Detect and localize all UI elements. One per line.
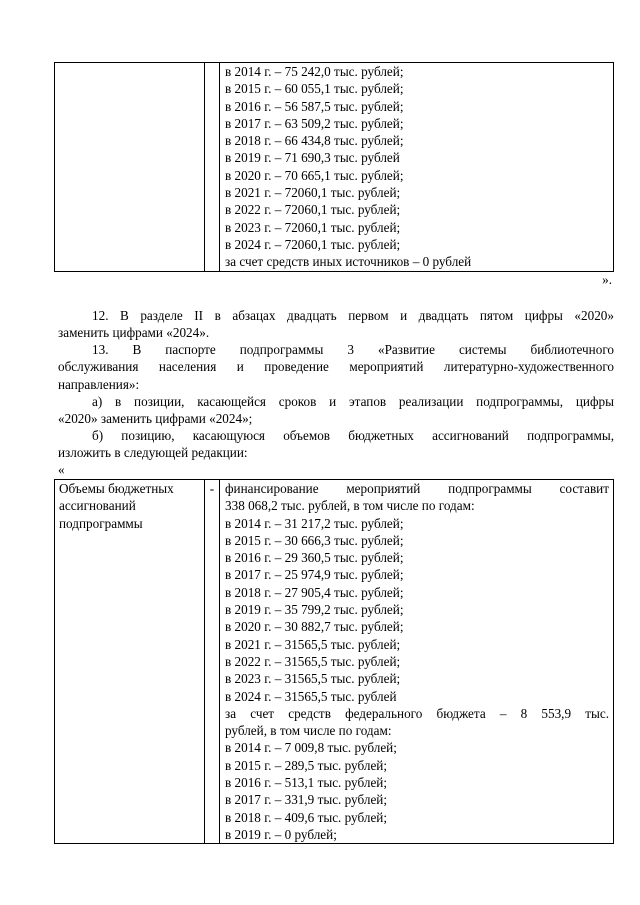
year-amount-line: в 2021 г. – 72060,1 тыс. рублей;: [225, 185, 401, 201]
paragraph-13-line-2: обслуживания населения и проведение мероприятий литературно-художественного: [58, 359, 614, 375]
paragraph-12-line-2: заменить цифрами «2024».: [58, 325, 210, 341]
year-amount-line: в 2017 г. – 25 974,9 тыс. рублей;: [225, 567, 404, 583]
item-b-line-1: б) позицию, касающуюся объемов бюджетных ассигнований подпрограммы,: [92, 428, 614, 443]
year-amount-line: в 2023 г. – 72060,1 тыс. рублей;: [225, 219, 401, 235]
table-cell-label: [55, 63, 205, 272]
year-amount-line: в 2020 г. – 30 882,7 тыс. рублей;: [225, 619, 404, 635]
federal-line-1: за счет средств федерального бюджета – 8 553,9 тыс.: [225, 705, 609, 721]
year-amount-line: в 2015 г. – 289,5 тыс. рублей;: [225, 757, 388, 773]
item-a-line-2: «2020» заменить цифрами «2024»;: [58, 411, 253, 427]
year-amount-line: в 2019 г. – 35 799,2 тыс. рублей;: [225, 602, 404, 618]
table-cell-dash: [205, 480, 220, 844]
year-amount-line: в 2014 г. – 7 009,8 тыс. рублей;: [225, 740, 397, 756]
dash: -: [209, 481, 215, 496]
paragraph-12: [58, 307, 614, 342]
year-amount-line: в 2018 г. – 27 905,4 тыс. рублей;: [225, 584, 404, 600]
item-b-line-2: изложить в следующей редакции:: [58, 445, 248, 461]
year-amount-line: в 2024 г. – 31565,5 тыс. рублей: [225, 688, 397, 704]
year-amount-line: в 2017 г. – 331,9 тыс. рублей;: [225, 792, 388, 808]
paragraph-13-line-1: 13. В паспорте подпрограммы 3 «Развитие системы библиотечного: [92, 342, 614, 357]
year-amount-line: в 2015 г. – 30 666,3 тыс. рублей;: [225, 532, 404, 548]
table-cell-label: [55, 480, 205, 844]
paragraph-13-line-3: направления»:: [58, 376, 140, 392]
year-amount-line: в 2017 г. – 63 509,2 тыс. рублей;: [225, 115, 404, 131]
funding-table-continuation: [54, 62, 614, 272]
item-a-line-1: а) в позиции, касающейся сроков и этапов реализации подпрограммы, цифры: [92, 394, 614, 409]
funding-table: [54, 479, 614, 844]
year-amount-line: в 2014 г. – 75 242,0 тыс. рублей;: [225, 64, 404, 79]
item-a: [58, 393, 614, 428]
funding-intro-line-1: финансирование мероприятий подпрограммы составит: [225, 481, 609, 496]
year-amount-line: в 2024 г. – 72060,1 тыс. рублей;: [225, 236, 401, 252]
year-amount-line: в 2016 г. – 56 587,5 тыс. рублей;: [225, 98, 404, 114]
year-amount-line: в 2020 г. – 70 665,1 тыс. рублей;: [225, 167, 404, 183]
paragraph-12-line-1: 12. В разделе II в абзацах двадцать первом и двадцать пятом цифры «2020»: [92, 308, 614, 323]
year-amount-line: в 2018 г. – 409,6 тыс. рублей;: [225, 809, 388, 825]
closing-quote: ».: [602, 272, 612, 287]
year-amount-line: в 2014 г. – 31 217,2 тыс. рублей;: [225, 515, 404, 531]
budget-label: Объемы бюджетных ассигнований подпрограммы: [59, 481, 174, 531]
year-amount-line: в 2019 г. – 71 690,3 тыс. рублей: [225, 150, 400, 166]
year-amount-line: в 2016 г. – 29 360,5 тыс. рублей;: [225, 550, 404, 566]
year-amount-line: в 2016 г. – 513,1 тыс. рублей;: [225, 775, 388, 791]
item-b: [58, 427, 614, 462]
year-amount-line: в 2023 г. – 31565,5 тыс. рублей;: [225, 671, 401, 687]
paragraph-13: [58, 341, 614, 393]
year-amount-line: в 2015 г. – 60 055,1 тыс. рублей;: [225, 81, 404, 97]
year-amount-line: в 2022 г. – 72060,1 тыс. рублей;: [225, 202, 401, 218]
year-amount-line: в 2018 г. – 66 434,8 тыс. рублей;: [225, 133, 404, 149]
funding-intro-line-2: 338 068,2 тыс. рублей, в том числе по годам:: [225, 498, 475, 514]
year-amount-line: за счет средств иных источников – 0 рублей: [225, 254, 472, 270]
year-amount-line: в 2022 г. – 31565,5 тыс. рублей;: [225, 653, 401, 669]
years-federal-list: [225, 739, 609, 843]
federal-line-2: рублей, в том числе по годам:: [225, 723, 392, 739]
table-cell-values: [220, 480, 614, 844]
table-cell-dash: [205, 63, 220, 272]
year-amount-line: в 2019 г. – 0 рублей;: [225, 826, 337, 842]
opening-quote: «: [58, 462, 65, 477]
years-total-list: [225, 515, 609, 705]
year-amount-line: в 2021 г. – 31565,5 тыс. рублей;: [225, 636, 401, 652]
table-cell-values: [220, 63, 614, 272]
